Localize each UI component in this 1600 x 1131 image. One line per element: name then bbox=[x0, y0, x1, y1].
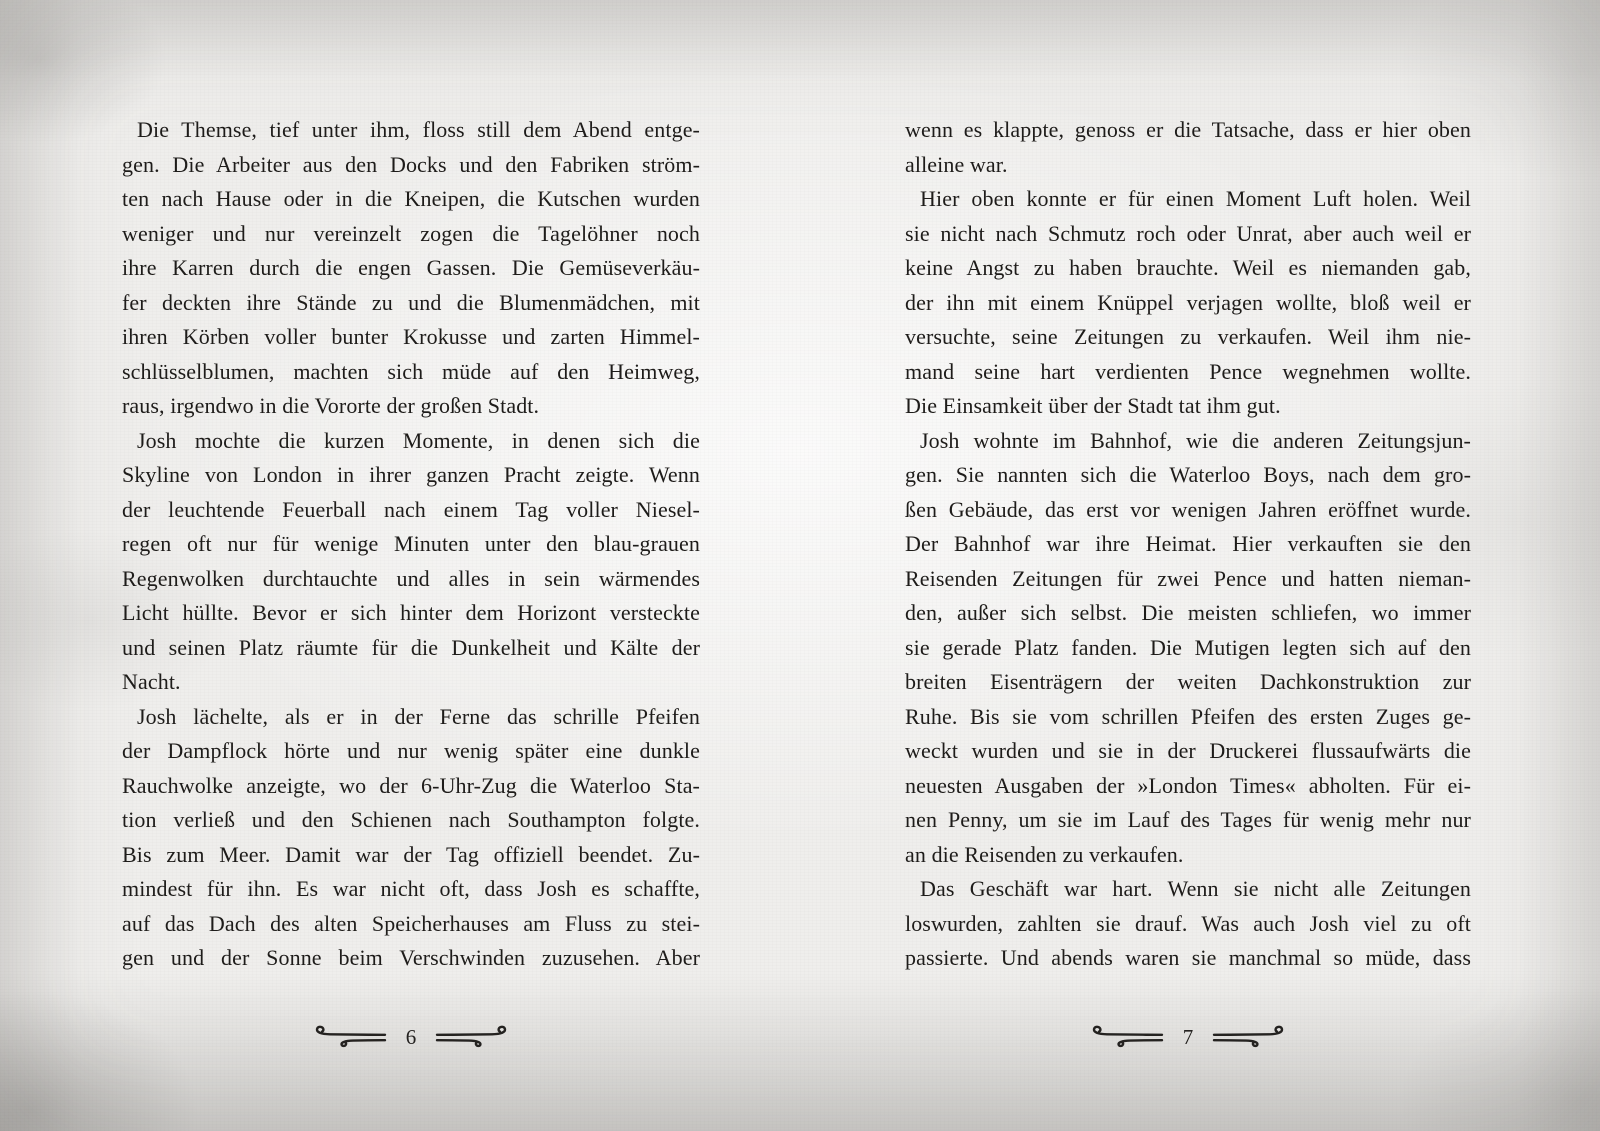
text-line: Ruhe. Bis sie vom schrillen Pfeifen des ersten Zuges ge- bbox=[905, 703, 1471, 729]
text-line: an die Reisenden zu verkaufen. bbox=[905, 841, 1184, 867]
text-line: Hier oben konnte er für einen Moment Luft holen. Weil bbox=[920, 186, 1471, 211]
text-line: sie nicht nach Schmutz roch oder Unrat, aber auch weil er bbox=[905, 220, 1471, 246]
flourish-right-icon bbox=[434, 1024, 508, 1050]
text-line: und seinen Platz räumte für die Dunkelheit und Kälte der bbox=[122, 634, 700, 660]
flourish-right-icon bbox=[1211, 1024, 1285, 1050]
paragraph bbox=[905, 872, 1471, 976]
text-line: loswurden, zahlten sie drauf. Was auch Josh viel zu oft bbox=[905, 910, 1471, 936]
text-line: breiten Eisenträgern der weiten Dachkonstruktion zur bbox=[905, 669, 1471, 694]
paragraph bbox=[905, 182, 1471, 424]
text-line: sie gerade Platz fanden. Die Mutigen legten sich auf den bbox=[905, 634, 1471, 660]
text-line: Die Einsamkeit über der Stadt tat ihm gut. bbox=[905, 393, 1281, 418]
text-line: nen Penny, um sie im Lauf des Tages für wenig mehr nur bbox=[905, 807, 1471, 832]
text-line: der Dampflock hörte und nur wenig später eine dunkle bbox=[122, 738, 700, 763]
text-line: Die Themse, tief unter ihm, floss still dem Abend entge- bbox=[137, 117, 700, 142]
text-line: Licht hüllte. Bevor er sich hinter dem Horizont versteckte bbox=[122, 600, 700, 625]
text-line: tion verließ und den Schienen nach Southampton folgte. bbox=[122, 807, 700, 832]
flourish-left-icon bbox=[314, 1024, 388, 1050]
text-line: schlüsselblumen, machten sich müde auf den Heimweg, bbox=[122, 358, 700, 384]
page-right-text bbox=[905, 113, 1471, 976]
text-line: versuchte, seine Zeitungen zu verkaufen. Weil ihm nie- bbox=[905, 324, 1471, 349]
text-line: Josh lächelte, als er in der Ferne das schrille Pfeifen bbox=[137, 703, 700, 729]
text-line: passierte. Und abends waren sie manchmal so müde, dass bbox=[905, 945, 1471, 970]
text-line: regen oft nur für wenige Minuten unter den blau-grauen bbox=[122, 531, 700, 556]
text-line: gen und der Sonne beim Verschwinden zuzusehen. Aber bbox=[122, 945, 700, 970]
text-line: den, außer sich selbst. Die meisten schliefen, wo immer bbox=[905, 600, 1471, 625]
text-line: weckt wurden und sie in der Druckerei flussaufwärts die bbox=[905, 738, 1471, 763]
text-line: fer deckten ihre Stände zu und die Blumenmädchen, mit bbox=[122, 289, 700, 315]
text-line: weniger und nur vereinzelt zogen die Tagelöhner noch bbox=[122, 220, 700, 246]
text-line: Das Geschäft war hart. Wenn sie nicht alle Zeitungen bbox=[920, 876, 1471, 901]
text-line: alleine war. bbox=[905, 151, 1008, 177]
text-line: Josh wohnte im Bahnhof, wie die anderen Zeitungsjun- bbox=[920, 427, 1471, 453]
page-left-footer bbox=[122, 1014, 700, 1060]
text-line: mand seine hart verdienten Pence wegnehmen wollte. bbox=[905, 358, 1471, 384]
page-right-footer bbox=[905, 1014, 1471, 1060]
paragraph bbox=[905, 424, 1471, 873]
text-line: neuesten Ausgaben der »London Times« abholten. Für ei- bbox=[905, 772, 1471, 798]
text-line: ßen Gebäude, das erst vor wenigen Jahren eröffnet wurde. bbox=[905, 496, 1471, 522]
page-number-left: 6 bbox=[405, 1024, 417, 1049]
text-line: Rauchwolke anzeigte, wo der 6-Uhr-Zug die Waterloo Sta- bbox=[122, 772, 700, 798]
text-line: Skyline von London in ihrer ganzen Pracht zeigte. Wenn bbox=[122, 462, 700, 487]
paragraph bbox=[122, 424, 700, 700]
text-line: wenn es klappte, genoss er die Tatsache, dass er hier oben bbox=[905, 117, 1471, 142]
paragraph bbox=[905, 113, 1471, 182]
page-left-text bbox=[122, 113, 700, 976]
text-line: Reisenden Zeitungen für zwei Pence und hatten nieman- bbox=[905, 565, 1471, 591]
text-line: Der Bahnhof war ihre Heimat. Hier verkauften sie den bbox=[905, 531, 1471, 556]
text-line: ihre Karren durch die engen Gassen. Die Gemüseverkäu- bbox=[122, 255, 700, 280]
paragraph bbox=[122, 113, 700, 424]
text-line: raus, irgendwo in die Vororte der großen Stadt. bbox=[122, 393, 540, 418]
text-line: Nacht. bbox=[122, 669, 181, 694]
text-line: Bis zum Meer. Damit war der Tag offiziell beendet. Zu- bbox=[122, 841, 700, 867]
text-line: gen. Die Arbeiter aus den Docks und den Fabriken ström- bbox=[122, 151, 700, 177]
text-line: der ihn mit einem Knüppel verjagen wollte, bloß weil er bbox=[905, 289, 1471, 315]
text-line: gen. Sie nannten sich die Waterloo Boys, nach dem gro- bbox=[905, 462, 1471, 487]
flourish-left-icon bbox=[1091, 1024, 1165, 1050]
text-line: mindest für ihn. Es war nicht oft, dass Josh es schaffte, bbox=[122, 876, 700, 901]
text-line: Regenwolken durchtauchte und alles in sein wärmendes bbox=[122, 565, 700, 591]
text-line: keine Angst zu haben brauchte. Weil es niemanden gab, bbox=[905, 255, 1471, 280]
text-line: Josh mochte die kurzen Momente, in denen sich die bbox=[137, 427, 700, 453]
text-line: ten nach Hause oder in die Kneipen, die Kutschen wurden bbox=[122, 186, 700, 211]
paragraph bbox=[122, 700, 700, 976]
page-number-right: 7 bbox=[1182, 1024, 1194, 1049]
text-line: auf das Dach des alten Speicherhauses am Fluss zu stei- bbox=[122, 910, 700, 936]
text-line: ihren Körben voller bunter Krokusse und zarten Himmel- bbox=[122, 324, 700, 349]
text-line: der leuchtende Feuerball nach einem Tag voller Niesel- bbox=[122, 496, 700, 522]
